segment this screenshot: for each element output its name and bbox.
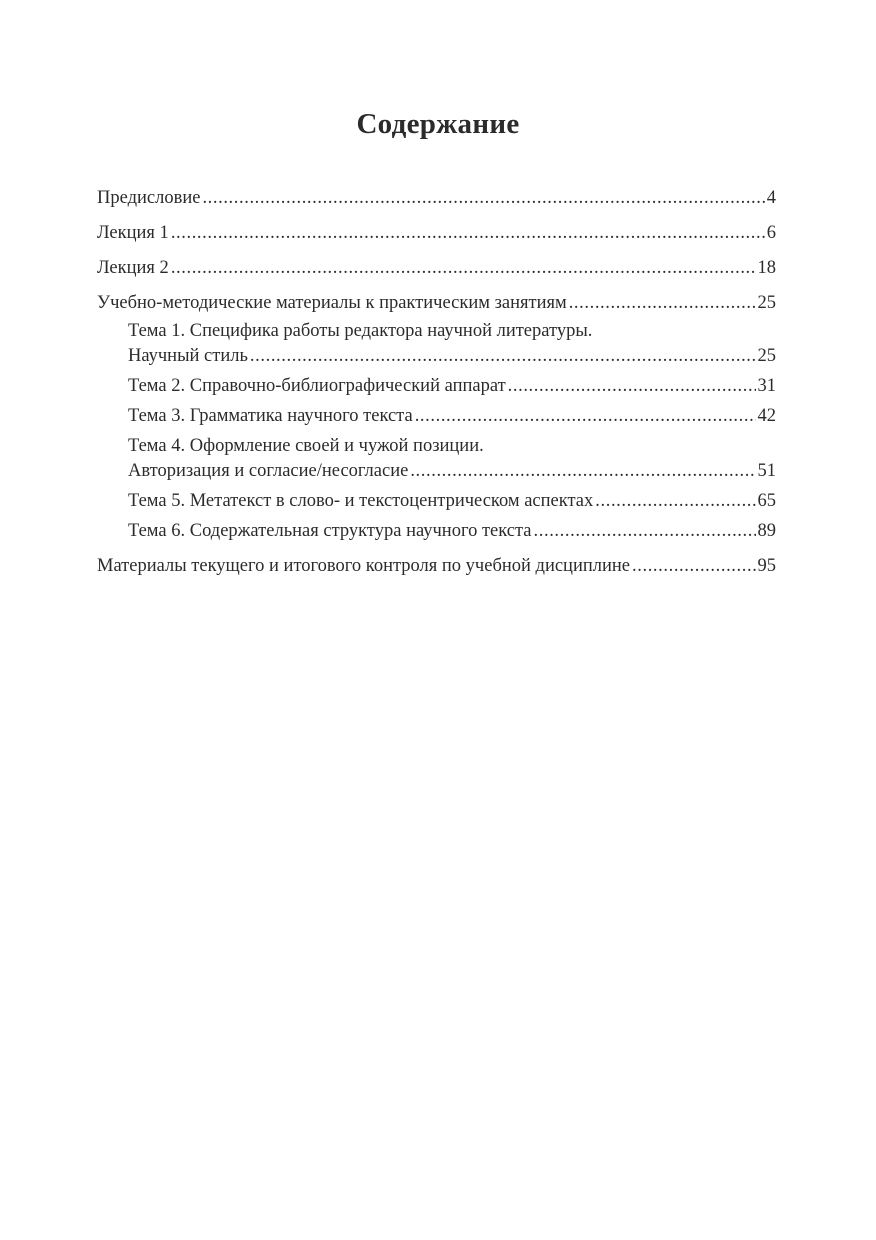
dot-leader [171, 256, 756, 281]
toc-entry-label: Предисловие [97, 188, 201, 208]
toc-entry-label-line-2: Авторизация и согласие/несогласие [128, 461, 409, 481]
toc-entry-label: Тема 6. Содержательная структура научного текста [128, 521, 532, 541]
toc-entry-label: Тема 3. Грамматика научного текста [128, 406, 413, 426]
dot-leader [508, 374, 756, 399]
toc-entry-label: Материалы текущего и итогового контроля по учебной дисциплине [97, 556, 631, 576]
toc-page-number: 6 [766, 223, 776, 243]
toc-page-number: 89 [757, 521, 776, 541]
dot-leader [410, 459, 755, 484]
toc-entry-preface [97, 186, 776, 211]
dot-leader [171, 221, 765, 246]
toc-page-number: 18 [757, 258, 776, 278]
dot-leader [250, 344, 756, 369]
toc-entry-topic-3 [97, 404, 776, 429]
dot-leader [202, 186, 764, 211]
toc-page-number: 42 [757, 406, 776, 426]
table-of-contents [97, 186, 776, 589]
toc-entry-topic-5 [97, 489, 776, 514]
dot-leader [569, 291, 756, 316]
toc-page-number: 31 [757, 376, 776, 396]
toc-entry-topic-6 [97, 519, 776, 544]
toc-entry-lecture-2 [97, 256, 776, 281]
toc-entry-topic-1 [97, 319, 776, 369]
toc-entry-label: Учебно-методические материалы к практическим занятиям [97, 293, 567, 313]
toc-entry-label: Лекция 2 [97, 258, 169, 278]
toc-page-number: 4 [766, 188, 776, 208]
toc-page-number: 95 [757, 556, 776, 576]
toc-entry-topic-2 [97, 374, 776, 399]
toc-page-number: 51 [757, 461, 776, 481]
toc-entry-label: Лекция 1 [97, 223, 169, 243]
toc-entry-practical-materials [97, 291, 776, 316]
page-title: Содержание [356, 108, 520, 140]
toc-entry-label-line-2: Научный стиль [128, 346, 248, 366]
toc-entry-lecture-1 [97, 221, 776, 246]
toc-entry-topic-4 [97, 434, 776, 484]
toc-entry-label: Тема 2. Справочно-библиографический аппарат [128, 376, 506, 396]
dot-leader [595, 489, 755, 514]
toc-page-number: 25 [757, 293, 776, 313]
toc-entry-label-line-1: Тема 4. Оформление своей и чужой позиции. [128, 436, 484, 456]
toc-entry-control-materials [97, 554, 776, 579]
toc-entry-label-line-1: Тема 1. Специфика работы редактора научной литературы. [128, 321, 593, 341]
toc-page-number: 65 [757, 491, 776, 511]
dot-leader [415, 404, 756, 429]
toc-page-number: 25 [757, 346, 776, 366]
toc-entry-label: Тема 5. Метатекст в слово- и текстоцентрическом аспектах [128, 491, 594, 511]
dot-leader [632, 554, 755, 579]
dot-leader [534, 519, 756, 544]
